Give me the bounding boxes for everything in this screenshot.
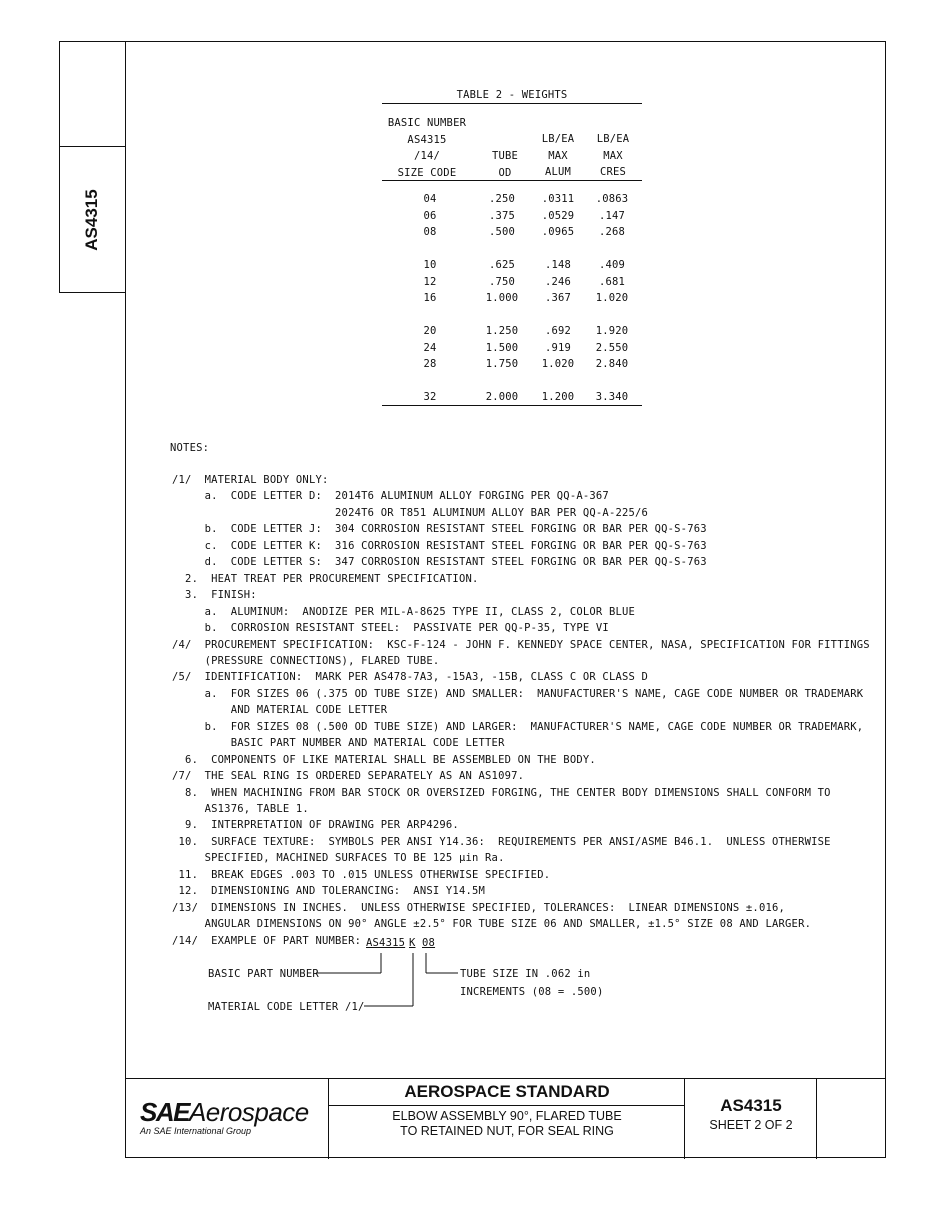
standard-title: AEROSPACE STANDARD <box>404 1082 610 1101</box>
table-cell: 24 <box>423 341 437 354</box>
table-cell: .692 <box>544 325 572 337</box>
note-line: /13/ DIMENSIONS IN INCHES. UNLESS OTHERWISE SPECIFIED, TOLERANCES: LINEAR DIMENSIONS ±.016, <box>172 901 786 914</box>
note-line: 8. WHEN MACHINING FROM BAR STOCK OR OVERSIZED FORGING, THE CENTER BODY DIMENSIONS SHALL CONFORM TO <box>172 786 831 799</box>
note-line: ANGULAR DIMENSIONS ON 90° ANGLE ±2.5° FOR TUBE SIZE 06 AND SMALLER, ±1.5° SIZE 08 AND LARGER. <box>172 918 812 931</box>
table-cell: 1.500 <box>485 341 519 354</box>
table-cell: .625 <box>488 259 516 271</box>
table-cell: 1.200 <box>541 391 575 403</box>
header-line: MAX <box>548 149 568 162</box>
example-tube-label-1: TUBE SIZE IN .062 in <box>460 968 591 980</box>
header-line: CRES <box>599 166 627 178</box>
header-line: LB/EA <box>541 133 575 145</box>
table-title: TABLE 2 - WEIGHTS <box>456 89 568 101</box>
table-cell: .409 <box>598 259 626 271</box>
example-basic-label: BASIC PART NUMBER <box>208 968 319 980</box>
note-line: a. FOR SIZES 06 (.375 OD TUBE SIZE) AND SMALLER: MANUFACTURER'S NAME, CAGE CODE NUMBER OR TRADEMARK <box>172 687 864 700</box>
note-line: BASIC PART NUMBER AND MATERIAL CODE LETTER <box>172 737 505 750</box>
example-size: 08 <box>422 937 436 949</box>
table-cell: .0863 <box>595 193 629 205</box>
table-cell: 16 <box>423 292 437 304</box>
table-cell: 2.840 <box>595 358 629 370</box>
table-cell: 2.550 <box>595 341 629 354</box>
table-cell: 1.750 <box>485 358 519 370</box>
table-cell: 1.020 <box>595 292 629 304</box>
table-cell: 1.020 <box>541 358 575 370</box>
header-line: AS4315 <box>407 133 447 146</box>
table-cell: 10 <box>423 259 437 271</box>
note-line: AND MATERIAL CODE LETTER <box>172 704 388 717</box>
note-line: b. CORROSION RESISTANT STEEL: PASSIVATE PER QQ-P-35, TYPE VI <box>172 622 609 635</box>
table-cell: .500 <box>488 226 516 238</box>
table-cell: 08 <box>423 226 437 238</box>
note-line: SPECIFIED, MACHINED SURFACES TO BE 125 μin Ra. <box>172 852 505 865</box>
note-line: 6. COMPONENTS OF LIKE MATERIAL SHALL BE ASSEMBLED ON THE BODY. <box>172 753 596 766</box>
table-cell: 28 <box>423 358 437 370</box>
header-line: OD <box>498 166 512 179</box>
header-line: LB/EA <box>596 133 630 145</box>
description-line-2: TO RETAINED NUT, FOR SEAL RING <box>400 1124 614 1138</box>
table-cell: .0529 <box>541 209 575 222</box>
table-cell: .367 <box>544 292 572 304</box>
note-line: 11. BREAK EDGES .003 TO .015 UNLESS OTHERWISE SPECIFIED. <box>172 868 551 881</box>
sae-aerospace-logo <box>140 1097 309 1136</box>
header-line: SIZE CODE <box>397 166 457 179</box>
note-line: /1/ MATERIAL BODY ONLY: <box>172 474 329 486</box>
example-material: K <box>409 937 416 949</box>
notes-heading: NOTES: <box>170 442 210 454</box>
note-line: 10. SURFACE TEXTURE: SYMBOLS PER ANSI Y14.36: REQUIREMENTS PER ANSI/ASME B46.1. UNLESS OTHERWISE <box>172 835 831 848</box>
sheet-number: SHEET 2 OF 2 <box>709 1118 793 1132</box>
header-line: ALUM <box>544 166 572 178</box>
table-cell: .147 <box>598 209 626 222</box>
note-line: (PRESSURE CONNECTIONS), FLARED TUBE. <box>172 654 440 667</box>
side-doc-number: AS4315 <box>82 189 101 251</box>
table-cell: 1.000 <box>485 292 519 304</box>
note-line: /14/ EXAMPLE OF PART NUMBER: <box>172 934 362 947</box>
note-line: 2024T6 OR T851 ALUMINUM ALLOY BAR PER QQ-A-225/6 <box>172 506 649 519</box>
header-line: /14/ <box>413 150 441 162</box>
header-line: TUBE <box>491 150 519 162</box>
note-line: a. CODE LETTER D: 2014T6 ALUMINUM ALLOY FORGING PER QQ-A-367 <box>172 490 609 503</box>
description-line-1: ELBOW ASSEMBLY 90°, FLARED TUBE <box>392 1109 622 1123</box>
table-cell: .268 <box>598 226 626 238</box>
table-cell: .250 <box>488 193 516 205</box>
table-cell: 06 <box>423 209 437 222</box>
document-number: AS4315 <box>720 1096 782 1115</box>
table-cell: 1.250 <box>485 325 519 337</box>
table-cell: .375 <box>488 209 516 222</box>
logo-aerospace: Aerospace <box>188 1097 309 1127</box>
table-cell: 3.340 <box>595 391 629 403</box>
note-line: b. CODE LETTER J: 304 CORROSION RESISTANT STEEL FORGING OR BAR PER QQ-S-763 <box>172 523 707 536</box>
note-line: 12. DIMENSIONING AND TOLERANCING: ANSI Y14.5M <box>172 885 486 898</box>
logo-sae: SAE <box>140 1097 189 1127</box>
note-line: AS1376, TABLE 1. <box>172 803 309 815</box>
note-line: 9. INTERPRETATION OF DRAWING PER ARP4296. <box>172 819 459 832</box>
note-line: c. CODE LETTER K: 316 CORROSION RESISTANT STEEL FORGING OR BAR PER QQ-S-763 <box>172 539 707 552</box>
logo-subtitle: An SAE International Group <box>140 1126 252 1136</box>
table-cell: 2.000 <box>485 391 519 403</box>
document-description <box>329 1109 685 1139</box>
table-cell: 1.920 <box>595 325 629 337</box>
header-line: MAX <box>603 149 623 162</box>
note-line: /5/ IDENTIFICATION: MARK PER AS478-7A3, -15A3, -15B, CLASS C OR CLASS D <box>172 671 649 684</box>
title-rule <box>329 1105 685 1106</box>
note-line: /4/ PROCUREMENT SPECIFICATION: KSC-F-124 - JOHN F. KENNEDY SPACE CENTER, NASA, SPECIFICATION FOR FITTINGS <box>172 638 870 651</box>
note-line: a. ALUMINUM: ANODIZE PER MIL-A-8625 TYPE II, CLASS 2, COLOR BLUE <box>172 605 636 618</box>
example-part: AS4315 <box>366 937 406 949</box>
note-line: d. CODE LETTER S: 347 CORROSION RESISTANT STEEL FORGING OR BAR PER QQ-S-763 <box>172 556 707 569</box>
table-cell: 20 <box>423 325 437 337</box>
note-line: /7/ THE SEAL RING IS ORDERED SEPARATELY AS AN AS1097. <box>172 770 525 783</box>
table-cell: .750 <box>488 275 516 288</box>
example-tube-label-2: INCREMENTS (08 = .500) <box>460 986 604 998</box>
note-line: 3. FINISH: <box>172 589 257 602</box>
table-cell: .919 <box>544 341 572 354</box>
table-cell: 04 <box>423 193 437 205</box>
table-cell: 32 <box>423 391 437 403</box>
table-cell: .0965 <box>541 226 575 238</box>
note-line: 2. HEAT TREAT PER PROCUREMENT SPECIFICATION. <box>172 572 479 585</box>
title-block <box>125 1078 886 1159</box>
table-cell: .681 <box>598 275 626 288</box>
note-line: b. FOR SIZES 08 (.500 OD TUBE SIZE) AND LARGER: MANUFACTURER'S NAME, CAGE CODE NUMBER OR TRADEMARK, <box>172 720 864 733</box>
header-line: BASIC NUMBER <box>387 117 467 129</box>
table-cell: 12 <box>423 275 437 288</box>
table-cell: .246 <box>544 275 572 288</box>
table-cell: .148 <box>544 259 572 271</box>
table-cell: .0311 <box>541 193 575 205</box>
example-material-label: MATERIAL CODE LETTER /1/ <box>208 1001 365 1013</box>
